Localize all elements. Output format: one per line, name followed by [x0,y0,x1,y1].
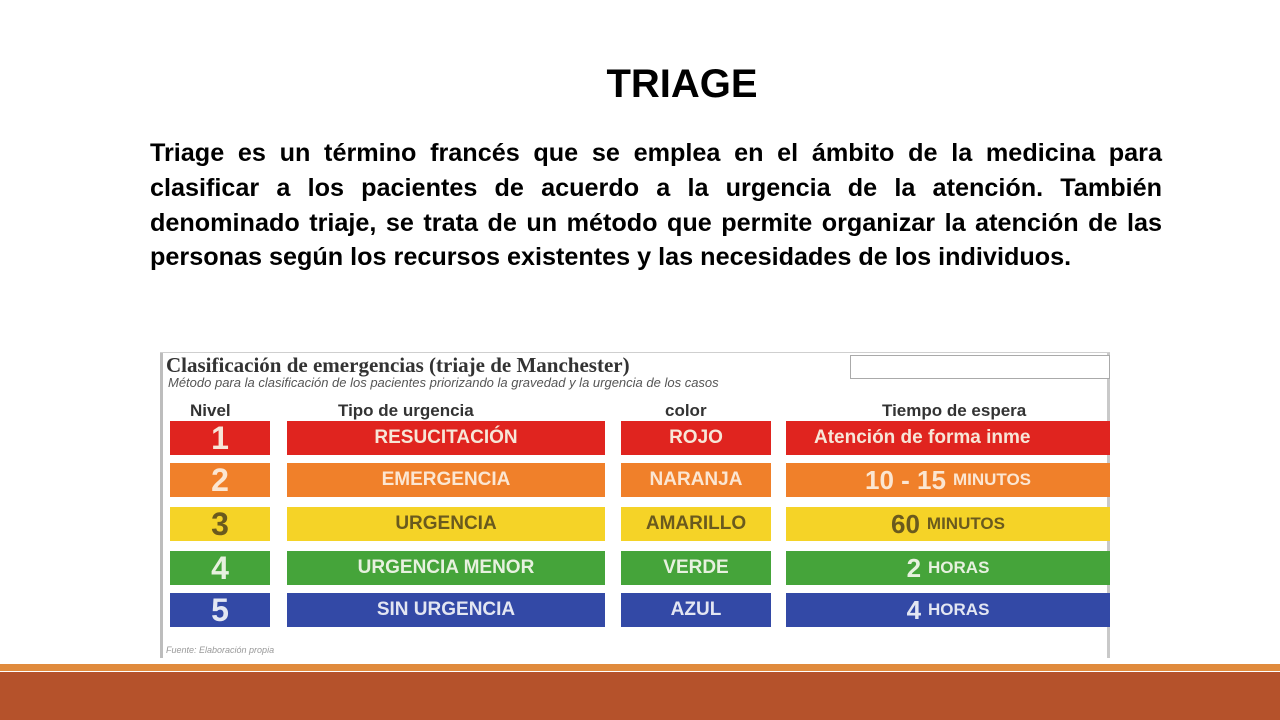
row-level-cell: 2 [170,463,270,497]
row-time-unit: MINUTOS [952,470,1032,489]
row-color-cell: NARANJA [621,463,771,497]
row-time-value: 4 [906,594,922,625]
row-type-cell: EMERGENCIA [287,463,605,497]
slide-paragraph [150,136,1162,275]
row-time-cell [786,421,1110,455]
row-color-cell: VERDE [621,551,771,585]
row-time-cell [786,507,1110,541]
footer-accent-line [0,664,1280,671]
row-type-cell: URGENCIA MENOR [287,551,605,585]
row-level-cell: 1 [170,421,270,455]
row-time-cell [786,593,1110,627]
figure-title-box [850,355,1110,379]
row-color-cell: ROJO [621,421,771,455]
header-tipo: Tipo de urgencia [338,401,474,420]
figure-title: Clasificación de emergencias (triaje de Manchester) [166,353,630,377]
figure-subtitle: Método para la clasificación de los pacientes priorizando la gravedad y la urgencia de los casos [168,375,719,390]
row-color-cell: AMARILLO [621,507,771,541]
row-time-unit: HORAS [928,558,990,577]
row-time-value: Atención de forma inme [814,427,1031,448]
row-time-value: 10 - 15 [864,464,946,495]
triage-table-image [160,352,1110,658]
row-time-value: 60 [891,508,920,539]
row-level-cell: 5 [170,593,270,627]
row-level-cell: 4 [170,551,270,585]
paragraph-text: Triage es un término francés que se emplea en el ámbito de la medicina para clasificar a los pacientes de acuerdo a la urgencia de la atención. También denominado triaje, se trata de un método que permite organizar la atención de las personas según los recursos existentes y las necesidades de los individuos. [150,139,1162,272]
row-time-unit: MINUTOS [926,514,1005,533]
row-time-cell [786,551,1110,585]
row-color-cell: AZUL [621,593,771,627]
header-tiempo: Tiempo de espera [882,401,1027,420]
header-nivel: Nivel [190,401,231,420]
row-time-unit: HORAS [928,600,990,619]
row-type-cell: URGENCIA [287,507,605,541]
footer-bar [0,672,1280,720]
header-color: color [665,401,707,420]
slide-title: TRIAGE [606,62,758,106]
row-time-cell [786,463,1110,497]
figure-source: Fuente: Elaboración propia [166,645,275,655]
figure-left-edge [160,353,163,658]
row-level-cell: 3 [170,507,270,541]
row-type-cell: SIN URGENCIA [287,593,605,627]
row-time-value: 2 [906,552,922,583]
row-type-cell: RESUCITACIÓN [287,421,605,455]
